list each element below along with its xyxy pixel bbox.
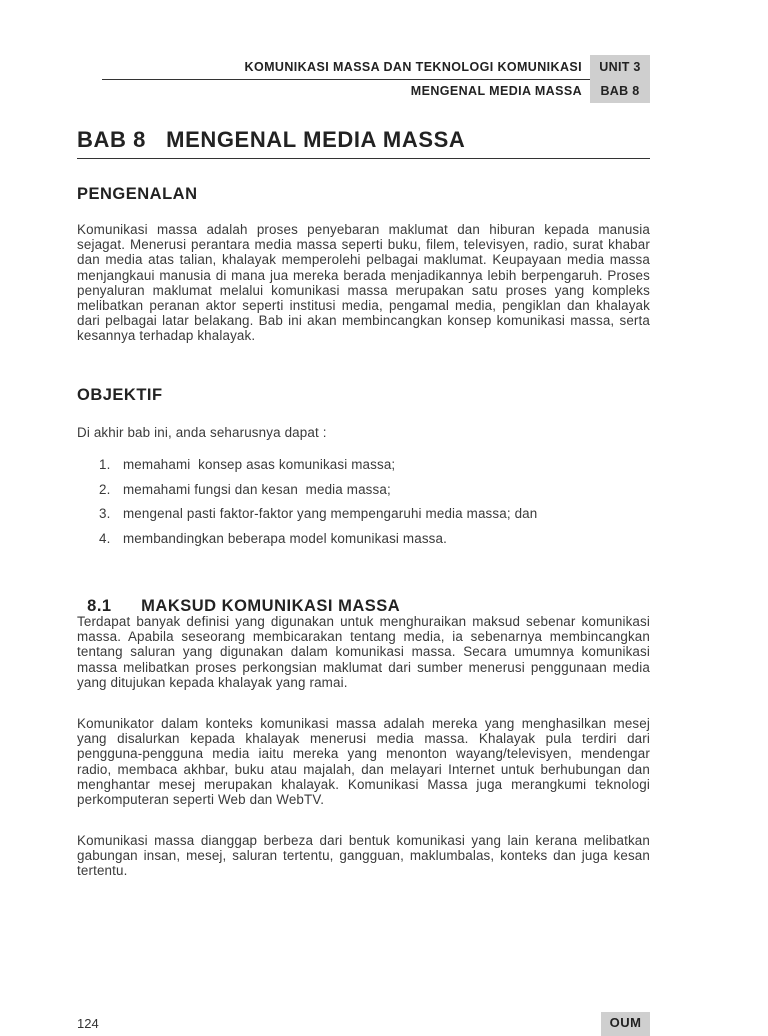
chapter-title: BAB 8 MENGENAL MEDIA MASSA — [77, 127, 650, 159]
page-number: 124 — [77, 1016, 99, 1031]
section-8-1-paragraph-3: Komunikasi massa dianggap berbeza dari bentuk komunikasi yang lain kerana melibatkan gabungan insan, mesej, saluran tertentu, gangguan, maklumbalas, konteks dan juga kesan tertentu. — [77, 833, 650, 879]
header-chapter-label: BAB 8 — [590, 79, 650, 103]
running-header-chapter — [102, 79, 650, 103]
list-item-text: memahami konsep asas komunikasi massa; — [123, 457, 396, 472]
section-8-1-paragraph-1: Terdapat banyak definisi yang digunakan untuk menghuraikan maksud sebenar komunikasi massa. Apabila seseorang membicarakan tentang media, ia sebenarnya membincangkan tentang saluran yang digunakan dalam komunikasi massa. Secara umumnya komunikasi massa melibatkan proses perkongsian maklumat dari sumber menerusi penggunaan media yang ditujukan kepada khalayak yang ramai. — [77, 614, 650, 690]
section-8-1-heading — [77, 578, 400, 616]
list-item — [77, 457, 650, 482]
header-unit-label: UNIT 3 — [590, 55, 650, 79]
running-header-course — [102, 55, 650, 79]
list-item — [77, 531, 650, 556]
objektif-intro: Di akhir bab ini, anda seharusnya dapat : — [77, 425, 327, 440]
section-title: MAKSUD KOMUNIKASI MASSA — [141, 597, 401, 615]
list-item-number: 3. — [99, 506, 111, 522]
list-item — [77, 506, 650, 531]
section-8-1-paragraph-2: Komunikator dalam konteks komunikasi massa adalah mereka yang menghasilkan mesej yang disalurkan kepada khalayak menerusi media massa. Khalayak pula terdiri dari pengguna-pengguna media iaitu mereka yang menonton wayang/televisyen, mendengar radio, membaca akhbar, buku atau majalah, dan melayari Internet untuk berhubungan dan menghantar mesej merupakan khalayak. Komunikasi Massa juga merangkumi teknologi perkomputeran seperti Web dan WebTV. — [77, 716, 650, 808]
header-chapter-title: MENGENAL MEDIA MASSA — [410, 84, 582, 98]
objektif-heading: OBJEKTIF — [77, 386, 163, 404]
pengenalan-heading: PENGENALAN — [77, 185, 198, 203]
objective-list — [77, 457, 650, 555]
list-item-number: 1. — [99, 457, 111, 472]
list-item-number: 4. — [99, 530, 111, 546]
list-item-number: 2. — [99, 481, 111, 497]
header-course-title: KOMUNIKASI MASSA DAN TEKNOLOGI KOMUNIKASI — [244, 60, 582, 74]
oum-logo: OUM — [601, 1012, 650, 1036]
section-number: 8.1 — [87, 597, 112, 615]
list-item-text: mengenal pasti faktor-faktor yang mempengaruhi media massa; dan — [123, 506, 538, 522]
list-item-text: memahami fungsi dan kesan media massa; — [123, 481, 391, 497]
list-item-text: membandingkan beberapa model komunikasi massa. — [123, 530, 447, 546]
pengenalan-paragraph: Komunikasi massa adalah proses penyebaran maklumat dan hiburan kepada manusia sejagat. Menerusi perantara media massa seperti buku, filem, televisyen, radio, surat khabar dan media atas talian, khalayak memperolehi pelbagai maklumat. Keupayaan media massa menjangkaui manusia di mana jua mereka berada menjadikannya lebih berpengaruh. Proses penyaluran maklumat melalui komunikasi massa merupakan satu proses yang kompleks melibatkan peranan aktor seperti institusi media, pengamal media, pengiklan dan khalayak dari pelbagai latar belakang. Bab ini akan membincangkan konsep komunikasi massa, serta kesannya terhadap khalayak. — [77, 222, 650, 344]
list-item — [77, 482, 650, 507]
